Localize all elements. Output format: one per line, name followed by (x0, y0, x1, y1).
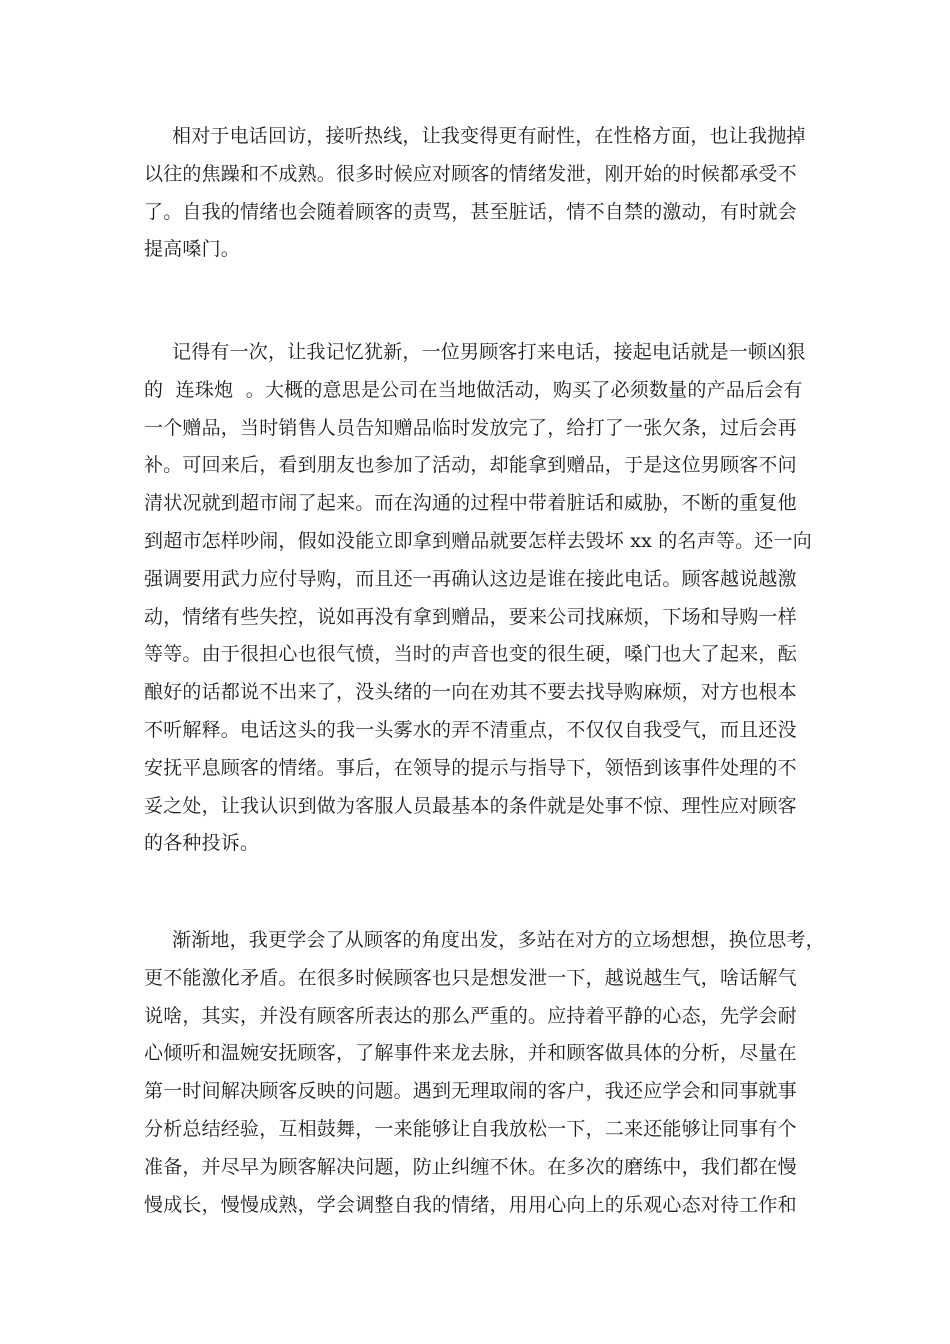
text-line: 更不能激化矛盾。在很多时候顾客也只是想发泄一下，越说越生气，啥话解气 (144, 966, 797, 989)
text-line: 的 连珠炮 。大概的意思是公司在当地做活动，购买了必须数量的产品后会有 (144, 378, 803, 401)
text-line: 慢成长，慢慢成熟，学会调整自我的情绪，用用心向上的乐观心态对待工作和 (144, 1193, 797, 1216)
text-line: 相对于电话回访，接听热线，让我变得更有耐性，在性格方面，也让我抛掉 (172, 125, 806, 147)
text-line: 强调要用武力应付导购，而且还一再确认这边是谁在接此电话。顾客越说越激 (144, 567, 797, 590)
text-line: 记得有一次，让我记忆犹新，一位男顾客打来电话，接起电话就是一顿凶狠 (172, 341, 806, 363)
text-line: 分析总结经验，互相鼓舞，一来能够让自我放松一下，二来还能够让同事有个 (144, 1117, 797, 1140)
text-line: 补。可回来后，看到朋友也参加了活动，却能拿到赠品，于是这位男顾客不问 (144, 454, 797, 477)
text-line: 第一时间解决顾客反映的问题。遇到无理取闹的客户，我还应学会和同事就事 (144, 1080, 797, 1103)
text-line: 提高嗓门。 (144, 238, 241, 261)
paragraph-2 (144, 334, 824, 863)
text-line: 的各种投诉。 (144, 832, 260, 855)
text-line: 酿好的话都说不出来了，没头绪的一向在劝其不要去找导购麻烦，对方也根本 (144, 681, 797, 704)
text-line: 等等。由于很担心也很气愤，当时的声音也变的很生硬，嗓门也大了起来，酝 (144, 643, 797, 666)
text-line: 妥之处，让我认识到做为客服人员最基本的条件就是处事不惊、理性应对顾客 (144, 794, 797, 817)
text-line: 渐渐地，我更学会了从顾客的角度出发，多站在对方的立场想想，换位思考， (172, 929, 825, 951)
text-line: 到超市怎样吵闹，假如没能立即拿到赠品就要怎样去毁坏 xx 的名声等。还一向 (144, 529, 812, 552)
paragraph-1 (144, 118, 824, 269)
text-line: 说啥，其实，并没有顾客所表达的那么严重的。应持着平静的心态，先学会耐 (144, 1004, 797, 1027)
text-line: 动，情绪有些失控，说如再没有拿到赠品，要来公司找麻烦，下场和导购一样 (144, 605, 797, 628)
text-line: 不听解释。电话这头的我一头雾水的弄不清重点，不仅仅自我受气，而且还没 (144, 718, 797, 741)
text-line: 一个赠品，当时销售人员告知赠品临时发放完了，给打了一张欠条，过后会再 (144, 416, 797, 439)
text-line: 准备，并尽早为顾客解决问题，防止纠缠不休。在多次的磨练中，我们都在慢 (144, 1155, 797, 1178)
text-line: 心倾听和温婉安抚顾客，了解事件来龙去脉，并和顾客做具体的分析，尽量在 (144, 1042, 797, 1065)
text-line: 了。自我的情绪也会随着顾客的责骂，甚至脏话，情不自禁的激动，有时就会 (144, 200, 797, 223)
text-line: 安抚平息顾客的情绪。事后，在领导的提示与指导下，领悟到该事件处理的不 (144, 756, 797, 779)
text-line: 以往的焦躁和不成熟。很多时候应对顾客的情绪发泄，刚开始的时候都承受不 (144, 162, 797, 185)
paragraph-3 (144, 922, 824, 1224)
text-line: 清状况就到超市闹了起来。而在沟通的过程中带着脏话和威胁，不断的重复他 (144, 492, 797, 515)
